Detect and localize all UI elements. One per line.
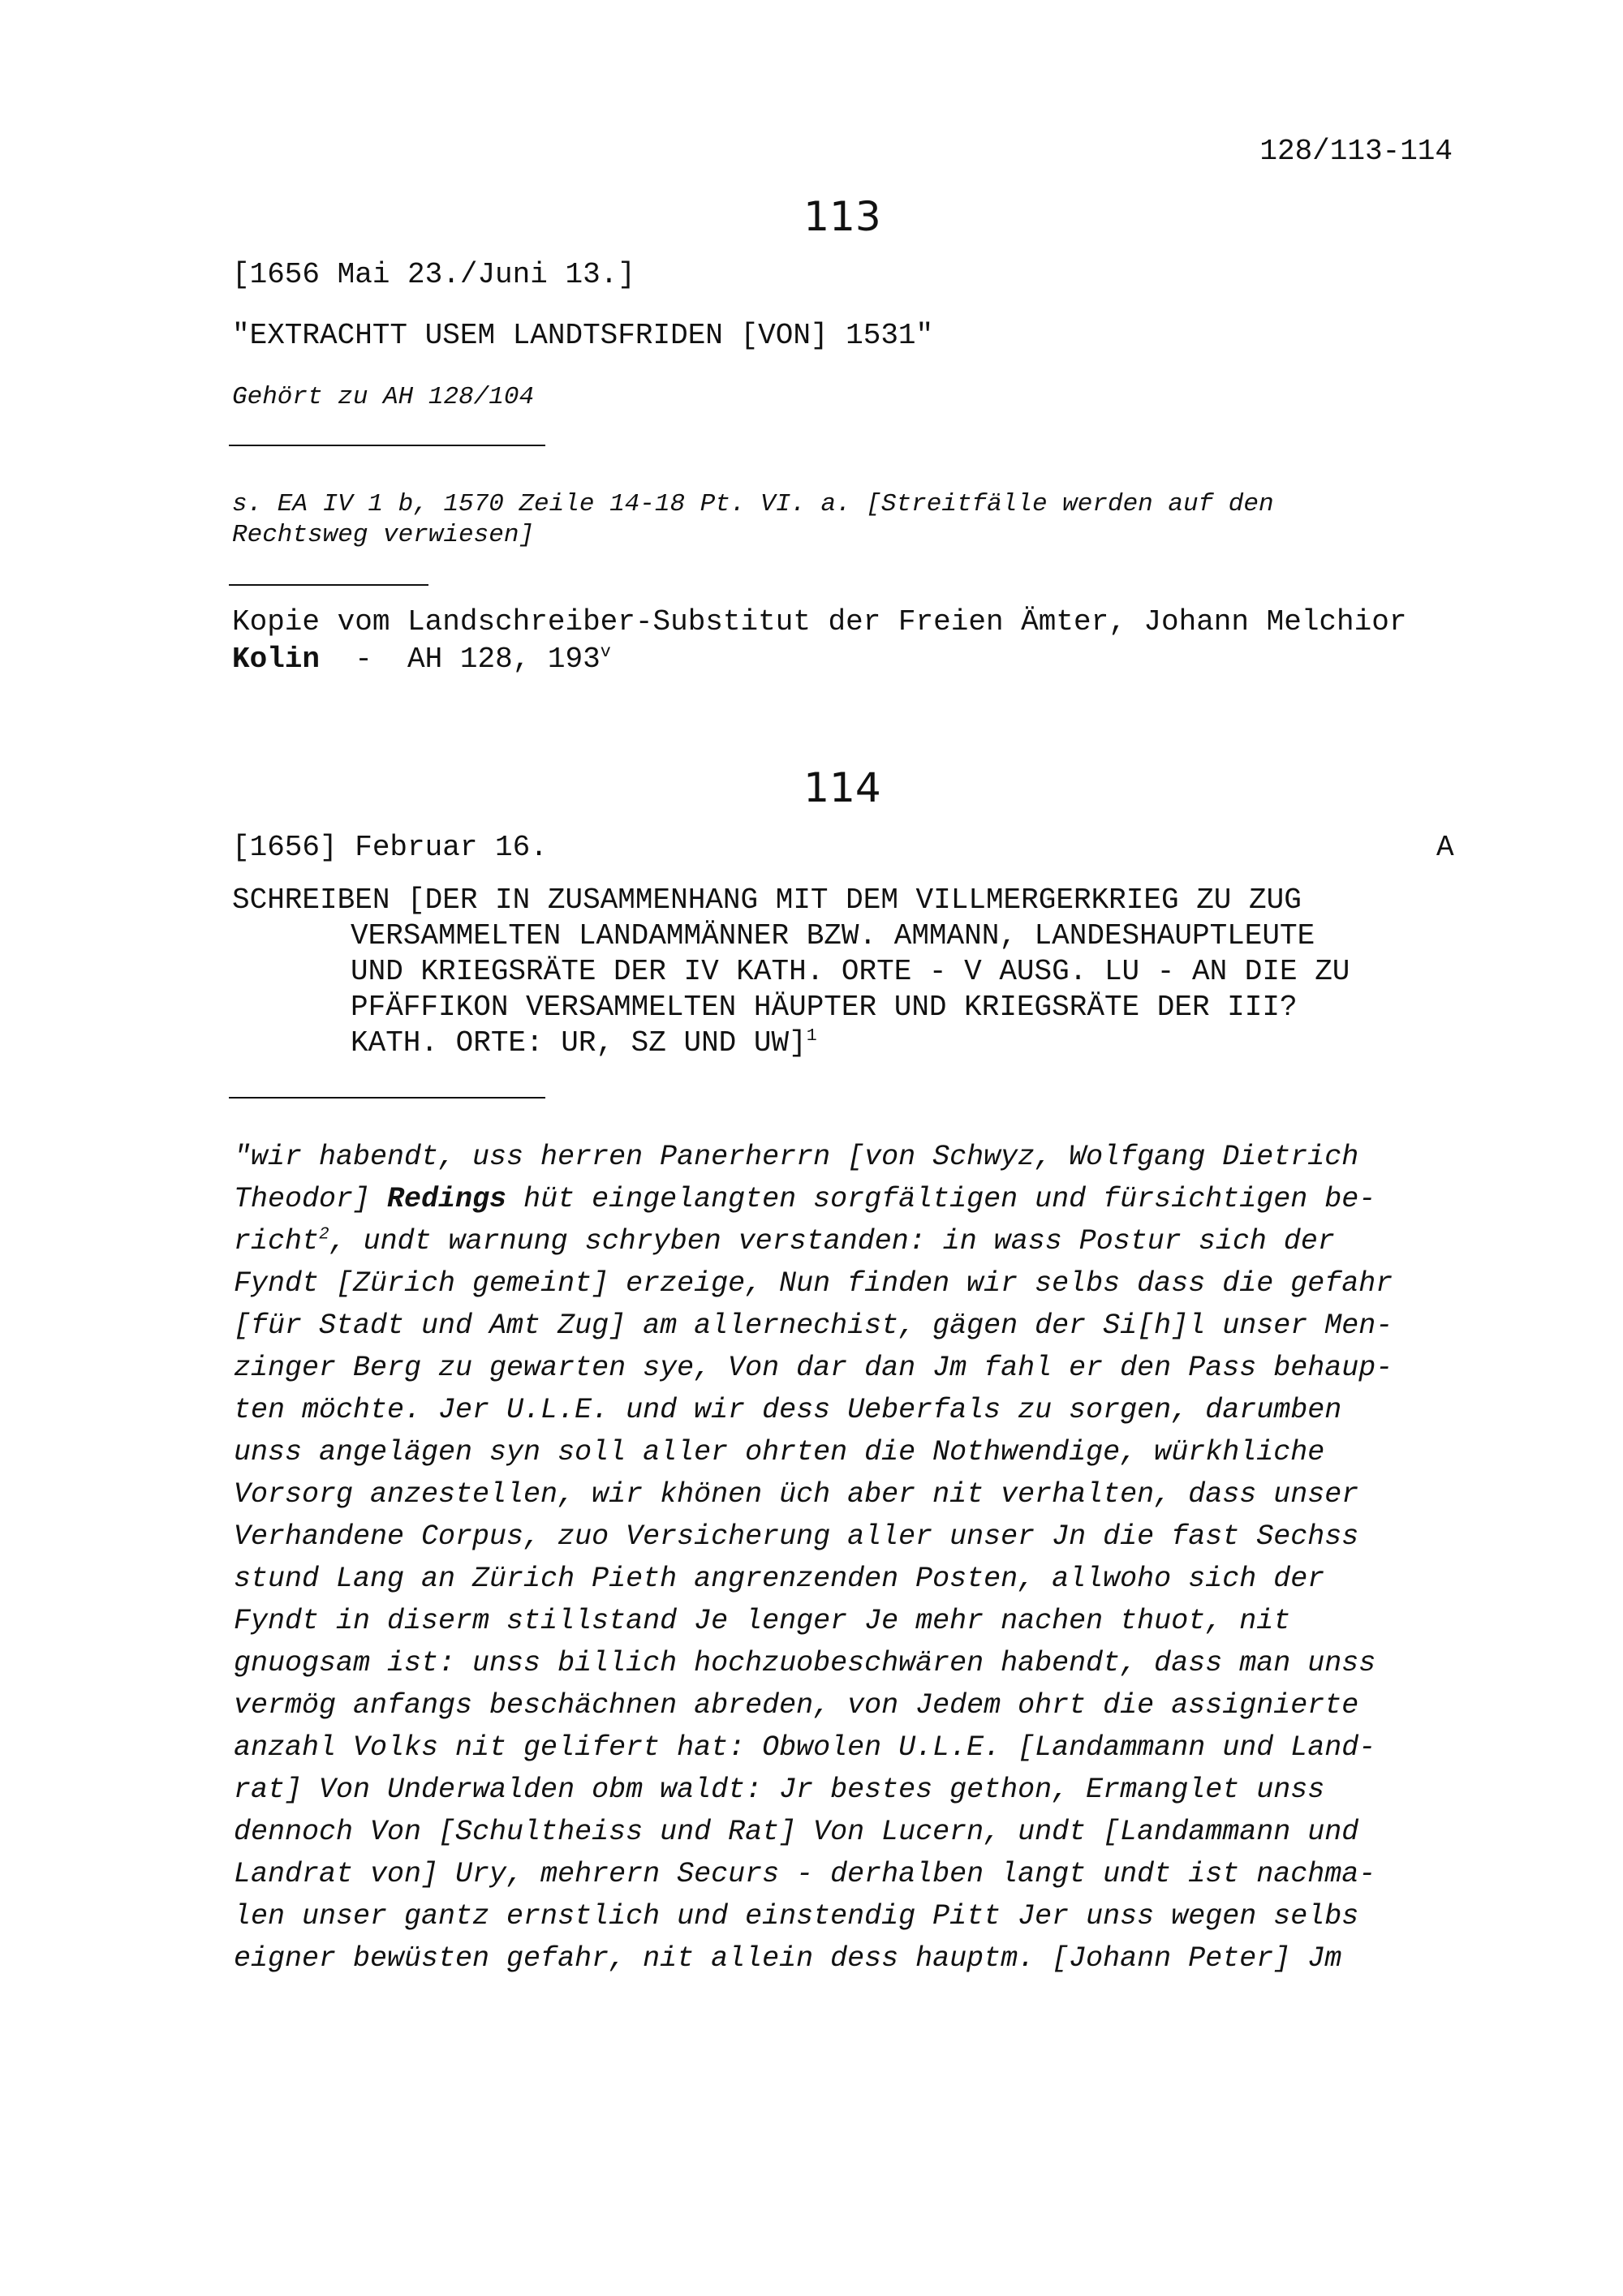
body-line: anzahl Volks nit gelifert hat: Obwolen U.L.E. [Landammann und Land- bbox=[234, 1731, 1376, 1764]
body-line: len unser gantz ernstlich und einstendig Pitt Jer unss wegen selbs bbox=[234, 1900, 1359, 1933]
body-line: zinger Berg zu gewarten sye, Von dar dan Jm fahl er den Pass behaup- bbox=[234, 1352, 1393, 1384]
document-date-113: [1656 Mai 23./Juni 13.] bbox=[232, 258, 635, 291]
body-line: vermög anfangs beschächnen abreden, von Jedem ohrt die assignierte bbox=[234, 1689, 1359, 1722]
document-number-114: 114 bbox=[803, 764, 881, 811]
body-line: Landrat von] Ury, mehrern Securs - derhalben langt undt ist nachma- bbox=[234, 1858, 1376, 1890]
document-title-113: "EXTRACHTT USEM LANDTSFRIDEN [VON] 1531" bbox=[232, 319, 934, 352]
belongs-to-note: Gehört zu AH 128/104 bbox=[232, 383, 535, 411]
page-reference: 128/113-114 bbox=[1259, 135, 1453, 168]
footnote-marker: 2 bbox=[319, 1225, 329, 1245]
separator-rule bbox=[229, 584, 428, 586]
body-line: Vorsorg anzestellen, wir khönen üch aber nit verhalten, dass unser bbox=[234, 1478, 1359, 1511]
body-line: Theodor] Redings hüt eingelangten sorgfältigen und fürsichtigen be- bbox=[234, 1183, 1376, 1215]
verso-marker: v bbox=[600, 643, 611, 663]
body-line: Verhandene Corpus, zuo Versicherung aller unser Jn die fast Sechss bbox=[234, 1520, 1359, 1553]
body-line: eigner bewüsten gefahr, nit allein dess hauptm. [Johann Peter] Jm bbox=[234, 1942, 1342, 1975]
footnote-marker: 1 bbox=[806, 1026, 817, 1047]
document-date-114: [1656] Februar 16. bbox=[232, 831, 548, 864]
reference-note-line: s. EA IV 1 b, 1570 Zeile 14-18 Pt. VI. a. [Streitfälle werden auf den bbox=[232, 490, 1274, 518]
copy-note-line: Kopie vom Landschreiber-Substitut der Freien Ämter, Johann Melchior bbox=[232, 605, 1407, 638]
title-line: VERSAMMELTEN LANDAMMÄNNER BZW. AMMANN, LANDESHAUPTLEUTE bbox=[351, 919, 1315, 952]
separator-rule bbox=[229, 1097, 545, 1099]
person-name: Redings bbox=[387, 1183, 507, 1215]
separator-rule bbox=[229, 445, 545, 446]
body-line: [für Stadt und Amt Zug] am allernechist, gägen der Si[h]l unser Men- bbox=[234, 1309, 1393, 1342]
title-line: UND KRIEGSRÄTE DER IV KATH. ORTE - V AUSG. LU - AN DIE ZU bbox=[351, 955, 1350, 988]
body-line: Fyndt [Zürich gemeint] erzeige, Nun finden wir selbs dass die gefahr bbox=[234, 1267, 1393, 1300]
copy-note-line bbox=[232, 643, 611, 676]
body-line: stund Lang an Zürich Pieth angrenzenden Posten, allwoho sich der bbox=[234, 1563, 1325, 1595]
body-line: gnuogsam ist: unss billich hochzuobeschwären habendt, dass man unss bbox=[234, 1647, 1376, 1679]
body-line: Fyndt in diserm stillstand Je lenger Je mehr nachen thuot, nit bbox=[234, 1605, 1291, 1637]
reference-note-line: Rechtsweg verwiesen] bbox=[232, 521, 535, 549]
body-line: rat] Von Underwalden obm waldt: Jr bestes gethon, Ermanglet unss bbox=[234, 1774, 1325, 1806]
body-line: "wir habendt, uss herren Panerherrn [von Schwyz, Wolfgang Dietrich bbox=[234, 1141, 1359, 1173]
document-number-113: 113 bbox=[803, 193, 881, 240]
title-line bbox=[232, 1025, 1498, 1061]
body-line: ten möchte. Jer U.L.E. und wir dess Ueberfals zu sorgen, darumben bbox=[234, 1394, 1342, 1426]
letter-body bbox=[234, 1136, 1393, 1980]
archive-reference: - AH 128, 193 bbox=[320, 643, 601, 676]
document-title-114 bbox=[232, 883, 1498, 1061]
body-line: unss angelägen syn soll aller ohrten die Nothwendige, würkhliche bbox=[234, 1436, 1325, 1468]
person-name: Kolin bbox=[232, 643, 321, 676]
body-line: dennoch Von [Schultheiss und Rat] Von Lucern, undt [Landammann und bbox=[234, 1816, 1359, 1848]
document-marker: A bbox=[1436, 831, 1454, 864]
body-line: richt$^2$, undt warnung schryben verstanden: in wass Postur sich der bbox=[234, 1225, 1335, 1258]
title-line: PFÄFFIKON VERSAMMELTEN HÄUPTER UND KRIEGSRÄTE DER III? bbox=[351, 991, 1298, 1024]
title-line-text: KATH. ORTE: UR, SZ UND UW] bbox=[351, 1026, 807, 1060]
title-line: SCHREIBEN [DER IN ZUSAMMENHANG MIT DEM VILLMERGERKRIEG ZU ZUG bbox=[232, 884, 1302, 917]
